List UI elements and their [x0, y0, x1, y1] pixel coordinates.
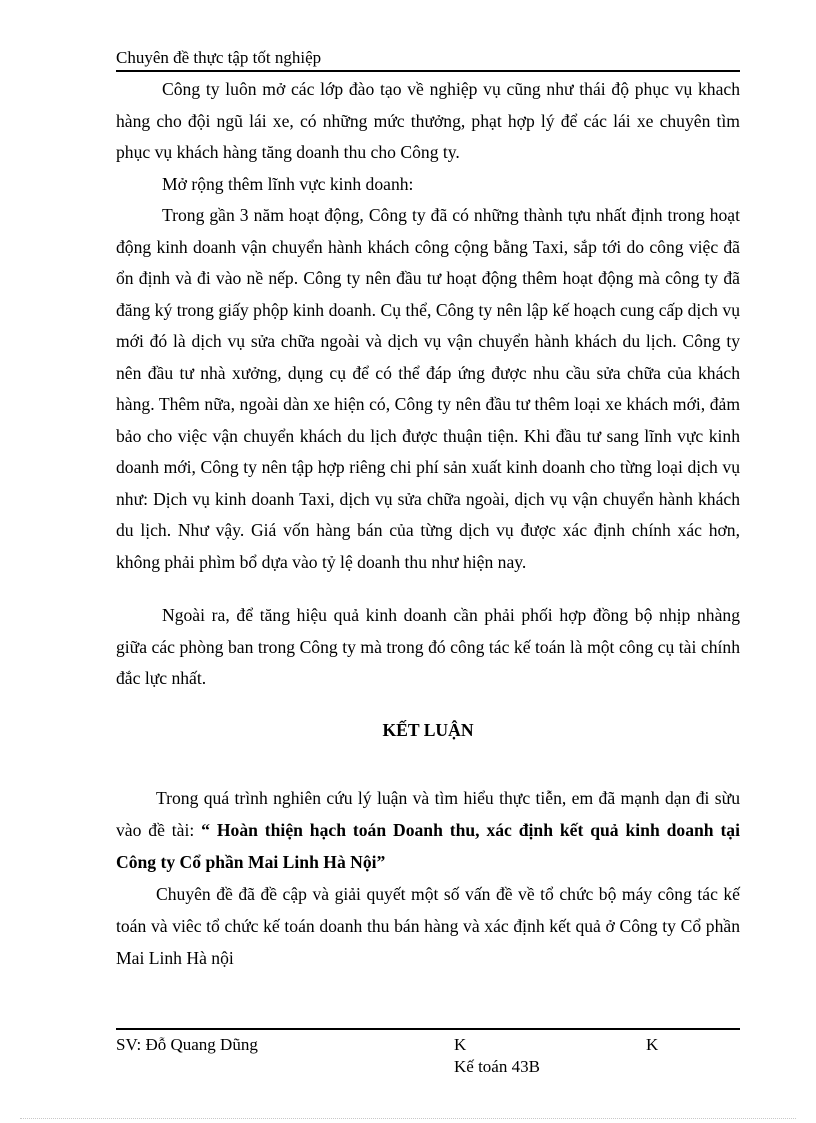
paragraph-coordination — [116, 600, 740, 695]
footer-mark-1: K — [454, 1035, 467, 1054]
paragraph-training — [116, 74, 740, 169]
page-bottom-border — [20, 1118, 796, 1119]
footer-class: Kế toán 43B — [454, 1057, 540, 1076]
conclusion-paragraph-1 — [116, 782, 740, 878]
paragraph-text: Ngoài ra, để tăng hiệu quả kinh doanh cần phải phối hợp đồng bộ nhịp nhàng giữa các phòng ban trong Công ty mà trong đó công tác kế toán là một công cụ tài chính đắc lực nhất. — [116, 605, 740, 688]
conclusion-intro-text: Trong quá trình nghiên cứu lý luận và tìm hiểu thực tiễn, em đã mạnh dạn đi sừu vào đề tài: — [116, 788, 740, 840]
paragraph-text: Trong gần 3 năm hoạt động, Công ty đã có những thành tựu nhất định trong hoạt động kinh doanh vận chuyển hành khách công cộng bằng Taxi, sắp tới do công việc đã ổn định và đi vào nề nếp. Công ty nên đầu tư hoạt động thêm hoạt động mà công ty đã đăng ký trong giấy phộp kinh doanh. Cụ thể, Công ty nên lập kế hoạch cung cấp dịch vụ mới đó là dịch vụ sửa chữa ngoài và dịch vụ vận chuyển hành khách du lịch. Công ty nên đầu tư nhà xưởng, dụng cụ để có thể đáp ứng được nhu cầu sửa chữa của khách hàng. Thêm nữa, ngoài dàn xe hiện có, Công ty nên đầu tư thêm loại xe khách mới, đảm bảo cho việc vận chuyển khách du lịch được thuận tiện. Khi đầu tư sang lĩnh vực kinh doanh mới, Công ty nên tập hợp riêng chi phí sản xuất kinh doanh cho từng loại dịch vụ như: Dịch vụ kinh doanh Taxi, dịch vụ sửa chữa ngoài, dịch vụ vận chuyển hành khách du lịch. Như vậy. Giá vốn hàng bán của từng dịch vụ được xác định chính xác hơn, không phải phìm bổ dựa vào tỷ lệ doanh thu như hiện nay. — [116, 205, 740, 572]
footer-student: SV: Đỗ Quang Dũng — [116, 1035, 258, 1054]
header-divider — [116, 70, 740, 72]
footer-mark-2: K — [646, 1035, 659, 1054]
paragraph-three-years — [116, 200, 740, 578]
paragraph-expand-business — [116, 169, 740, 201]
conclusion-paragraph-2 — [116, 878, 740, 974]
paragraph-text: Công ty luôn mở các lớp đào tạo về nghiệp vụ cũng như thái độ phục vụ khach hàng cho đội ngũ lái xe, có những mức thưởng, phạt hợp lý để các lái xe chuyên tìm phục vụ khách hàng tăng doanh thu cho Công ty. — [116, 79, 740, 162]
paragraph-text: Mở rộng thêm lĩnh vực kinh doanh: — [162, 174, 414, 194]
header-title: Chuyên đề thực tập tốt nghiệp — [116, 48, 322, 67]
thesis-title: “ Hoàn thiện hạch toán Doanh thu, xác định kết quả kinh doanh tại Công ty Cổ phần Mai Linh Hà Nội” — [116, 820, 740, 872]
footer-divider — [116, 1028, 740, 1030]
conclusion-heading: KẾT LUẬN — [382, 720, 474, 740]
paragraph-text — [116, 782, 740, 878]
paragraph-text: Chuyên đề đã đề cập và giải quyết một số vấn đề về tổ chức bộ máy công tác kế toán và viêc tổ chức kế toán doanh thu bán hàng và xác định kết quả ở Công ty Cổ phần Mai Linh Hà nội — [116, 884, 740, 968]
